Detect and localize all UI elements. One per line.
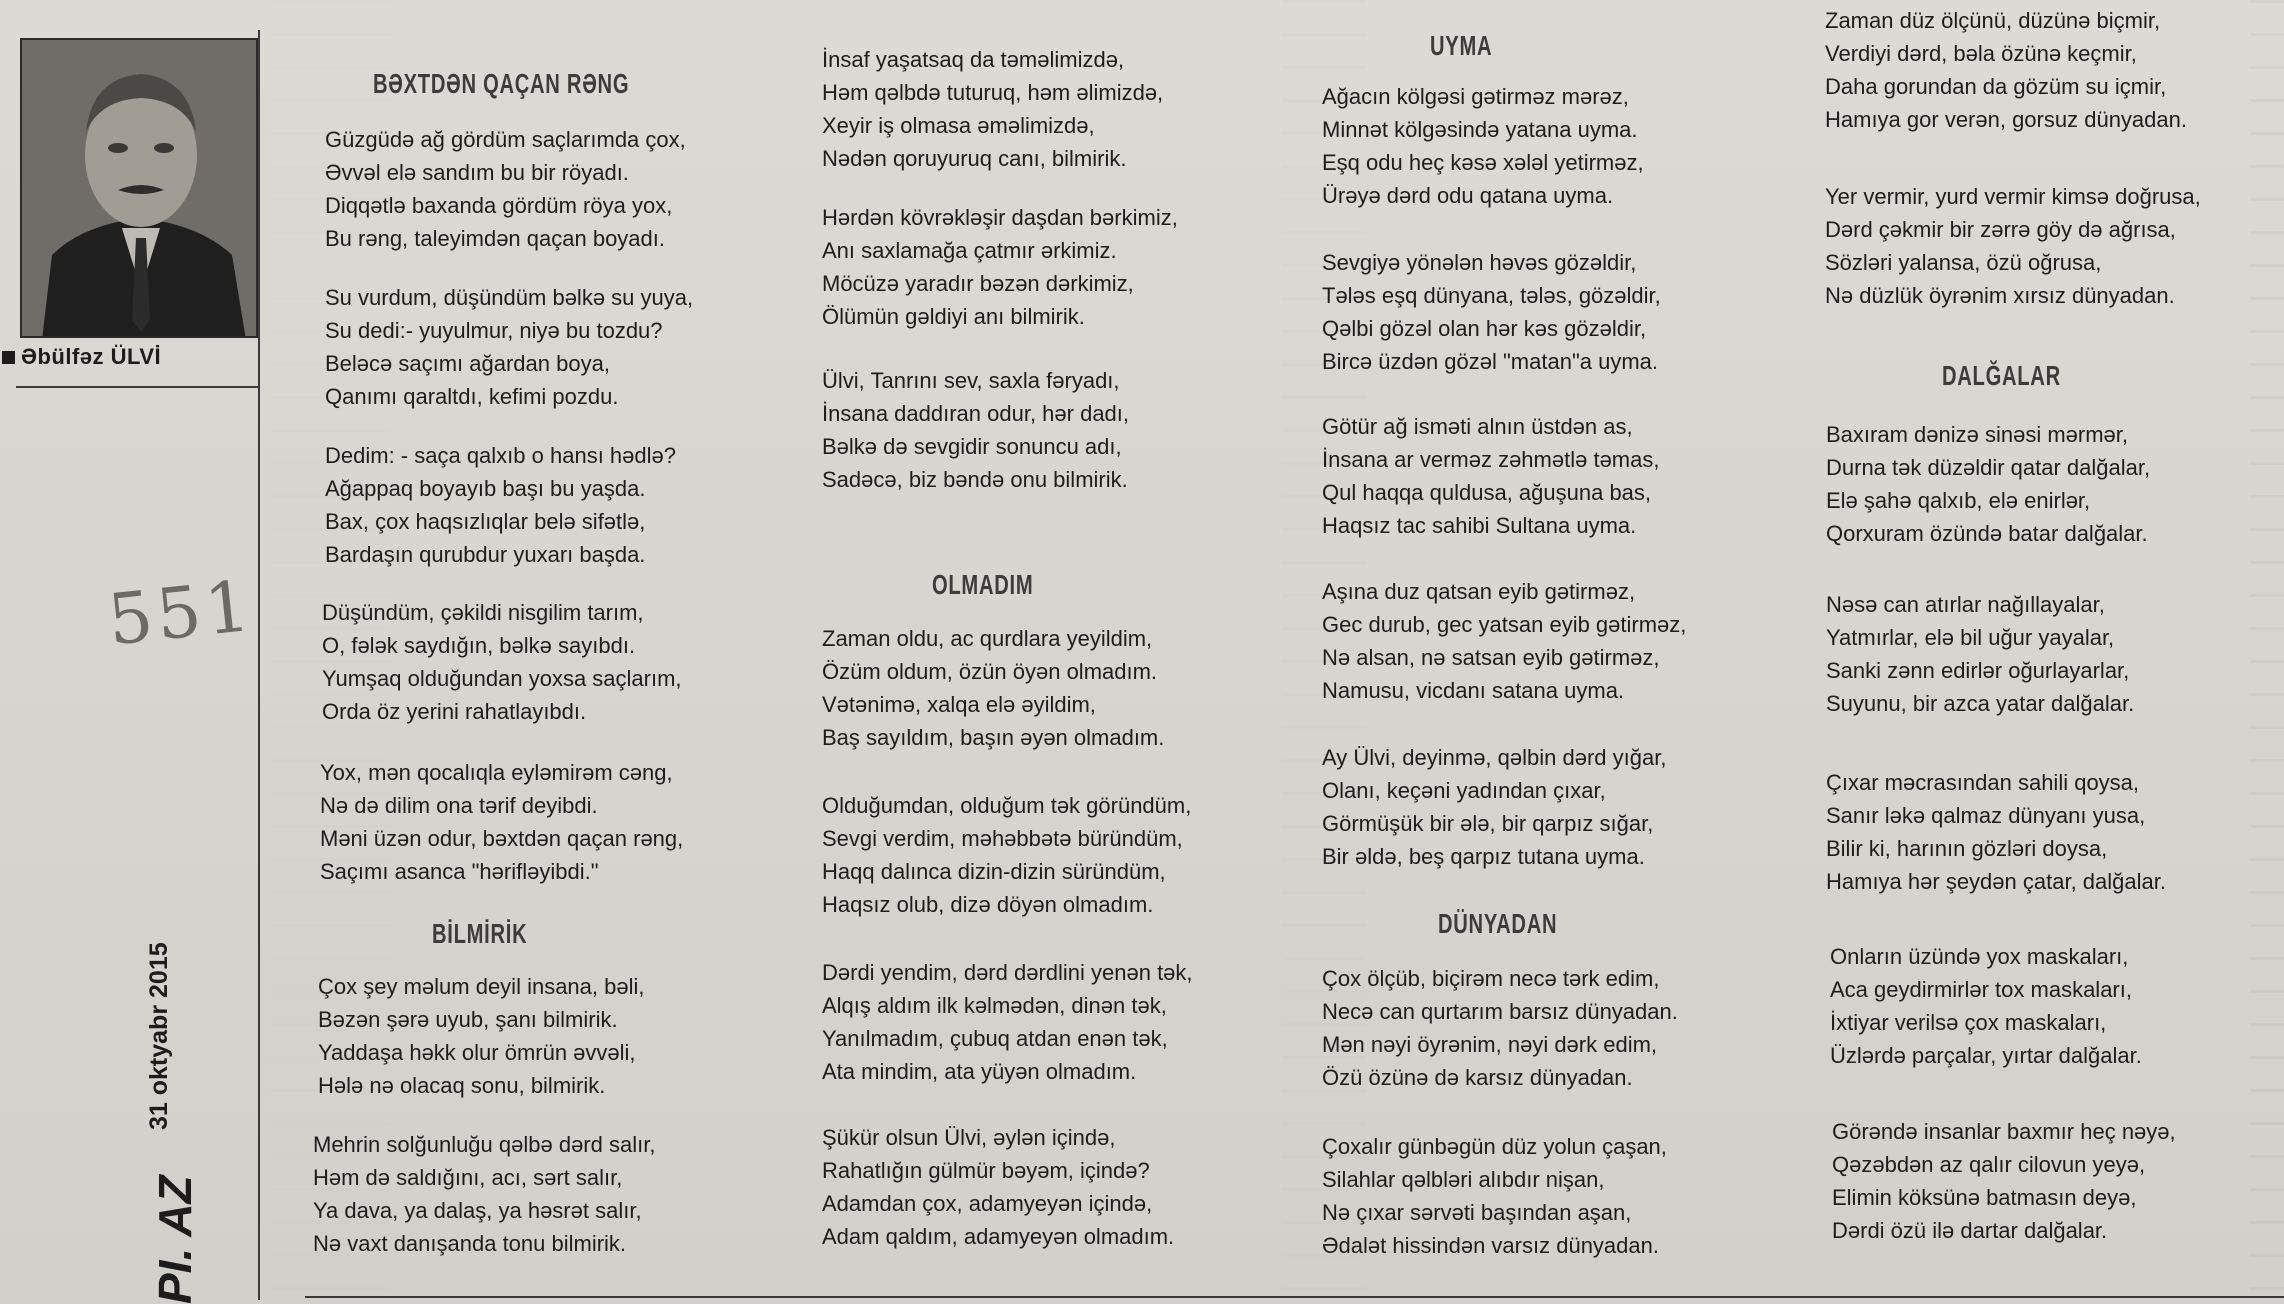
stanza bbox=[822, 1121, 1174, 1253]
poem-line: Ağappaq boyayıb başı bu yaşda. bbox=[325, 476, 646, 501]
poem-title: UYMA bbox=[1430, 30, 1493, 61]
poem-title: DALĞALAR bbox=[1942, 360, 2061, 391]
poem-line: Çoxalır günbəgün düz yolun çaşan, bbox=[1322, 1134, 1667, 1159]
poem-line: Diqqətlə baxanda gördüm röya yox, bbox=[325, 193, 673, 218]
poem-line: Minnət kölgəsində yatana uyma. bbox=[1322, 117, 1638, 142]
poem-line: Görəndə insanlar baxmır heç nəyə, bbox=[1832, 1119, 2176, 1144]
poem-line: Anı saxlamağa çatmır ərkimiz. bbox=[822, 238, 1117, 263]
poem-line: Baş sayıldım, başın əyən olmadım. bbox=[822, 725, 1165, 750]
poem-line: Yumşaq olduğundan yoxsa saçlarım, bbox=[322, 666, 682, 691]
poem-line: Sanki zənn edirlər oğurlayarlar, bbox=[1826, 658, 2130, 683]
poem-line: Şükür olsun Ülvi, əylən içində, bbox=[822, 1125, 1116, 1150]
poem-line: Ay Ülvi, deyinmə, qəlbin dərd yığar, bbox=[1322, 745, 1667, 770]
stanza bbox=[1832, 1115, 2176, 1247]
poem-line: Xeyir iş olmasa əməlimizdə, bbox=[822, 113, 1095, 138]
poem-line: Bircə üzdən gözəl "matan"a uyma. bbox=[1322, 349, 1659, 374]
poem-line: Yatmırlar, elə bil uğur yayalar, bbox=[1826, 625, 2115, 650]
stanza bbox=[1322, 80, 1644, 212]
handwritten-number: 551 bbox=[104, 564, 258, 662]
stanza bbox=[1826, 766, 2166, 898]
stanza bbox=[325, 281, 693, 413]
poem-line: Mehrin solğunluğu qəlbə dərd salır, bbox=[313, 1132, 656, 1157]
poem-line: İnsana daddıran odur, hər dadı, bbox=[822, 401, 1130, 426]
stanza bbox=[822, 789, 1191, 921]
poem-line: Adamdan çox, adamyeyən içində, bbox=[822, 1191, 1153, 1216]
poem-line: Onların üzündə yox maskaları, bbox=[1830, 944, 2129, 969]
poem-line: Elə şahə qalxıb, elə enirlər, bbox=[1826, 488, 2091, 513]
poem-line: Ağacın kölgəsi gətirməz mərəz, bbox=[1322, 84, 1629, 109]
poem-line: Bax, çox haqsızlıqlar belə sifətlə, bbox=[325, 509, 646, 534]
poem-line: Özü özünə də karsız dünyadan. bbox=[1322, 1065, 1633, 1090]
poem-line: Zaman oldu, ac qurdlara yeyildim, bbox=[822, 626, 1153, 651]
poem-line: Nə alsan, nə satsan eyib gətirməz, bbox=[1322, 645, 1660, 670]
poem-line: Görmüşük bir ələ, bir qarpız sığar, bbox=[1322, 811, 1654, 836]
poem-line: Möcüzə yaradır bəzən dərkimiz, bbox=[822, 271, 1134, 296]
poem-line: Tələs eşq dünyana, tələs, gözəldir, bbox=[1322, 283, 1661, 308]
poem-line: Vətənimə, xalqa elə əyildim, bbox=[822, 692, 1096, 717]
poem-line: Bardaşın qurubdur yuxarı başda. bbox=[325, 542, 646, 567]
stanza bbox=[313, 1128, 655, 1260]
poem-title: OLMADIM bbox=[932, 569, 1034, 600]
author-byline bbox=[0, 344, 262, 370]
stanza bbox=[822, 956, 1193, 1088]
poem-line: Üzlərdə parçalar, yırtar dalğalar. bbox=[1830, 1043, 2142, 1068]
stanza bbox=[325, 123, 686, 255]
poem-line: Sanır ləkə qalmaz dünyanı yusa, bbox=[1826, 803, 2146, 828]
poem-line: Sevgiyə yönələn həvəs gözəldir, bbox=[1322, 250, 1637, 275]
poem-line: Mən nəyi öyrənim, nəyi dərk edim, bbox=[1322, 1032, 1658, 1057]
column-divider bbox=[258, 30, 260, 1300]
poem-line: Nədən qoruyuruq canı, bilmirik. bbox=[822, 146, 1127, 171]
poem-line: Qorxuram özündə batar dalğalar. bbox=[1826, 521, 2148, 546]
stanza bbox=[1826, 418, 2150, 550]
poem-line: Bəlkə də sevgidir sonuncu adı, bbox=[822, 434, 1122, 459]
poem-title: BİLMİRİK bbox=[432, 918, 528, 949]
poem-line: Bəzən şərə uyub, şanı bilmirik. bbox=[318, 1007, 618, 1032]
poem-line: Nəsə can atırlar nağıllayalar, bbox=[1826, 592, 2105, 617]
poem-line: Olanı, keçəni yadından çıxar, bbox=[1322, 778, 1606, 803]
poem-line: Aca geydirmirlər tox maskaları, bbox=[1830, 977, 2132, 1002]
poem-line: Güzgüdə ağ gördüm saçlarımda çox, bbox=[325, 127, 686, 152]
stanza bbox=[1322, 575, 1686, 707]
poem-line: Ölümün gəldiyi anı bilmirik. bbox=[822, 304, 1085, 329]
poem-line: Yer vermir, yurd vermir kimsə doğrusa, bbox=[1825, 184, 2201, 209]
poem-line: O, fələk saydığın, bəlkə sayıbdı. bbox=[322, 633, 636, 658]
poem-line: Nə çıxar sərvəti başından aşan, bbox=[1322, 1200, 1632, 1225]
poem-line: Durna tək düzəldir qatar dalğalar, bbox=[1826, 455, 2151, 480]
portrait-image bbox=[22, 40, 258, 338]
stanza bbox=[320, 756, 683, 888]
stanza bbox=[325, 439, 676, 571]
bullet-square-icon bbox=[2, 351, 15, 364]
poem-line: Dərdi yendim, dərd dərdlini yenən tək, bbox=[822, 960, 1193, 985]
poem-line: Özüm oldum, özün öyən olmadım. bbox=[822, 659, 1158, 684]
poem-line: Namusu, vicdanı satana uyma. bbox=[1322, 678, 1625, 703]
poem-line: Ya dava, ya dalaş, ya həsrət salır, bbox=[313, 1198, 642, 1223]
poem-line: Yox, mən qocalıqla eyləmirəm cəng, bbox=[320, 760, 673, 785]
poem-line: Götür ağ isməti alnın üstdən as, bbox=[1322, 414, 1633, 439]
poem-line: Sadəcə, biz bəndə onu bilmirik. bbox=[822, 467, 1128, 492]
issue-date: 31 oktyabr 2015 bbox=[145, 942, 173, 1130]
poem-line: Bilir ki, harının gözləri doysa, bbox=[1826, 836, 2108, 861]
poem-line: Bu rəng, taleyimdən qaçan boyadı. bbox=[325, 226, 666, 251]
poem-line: Dərd çəkmir bir zərrə göy də ağrısa, bbox=[1825, 217, 2176, 242]
poem-line: Bir əldə, beş qarpız tutana uyma. bbox=[1322, 844, 1645, 869]
poem-line: Orda öz yerini rahatlayıbdı. bbox=[322, 699, 587, 724]
poem-line: Gec durub, gec yatsan eyib gətirməz, bbox=[1322, 612, 1687, 637]
poem-line: Qəzəbdən az qalır cilovun yeyə, bbox=[1832, 1152, 2146, 1177]
poem-line: Hamıya gor verən, gorsuz dünyadan. bbox=[1825, 107, 2187, 132]
poem-line: Haqsız tac sahibi Sultana uyma. bbox=[1322, 513, 1637, 538]
poem-line: Haqq dalınca dizin-dizin süründüm, bbox=[822, 859, 1166, 884]
poem-title: BƏXTDƏN QAÇAN RƏNG bbox=[373, 68, 630, 99]
poem-line: Sevgi verdim, məhəbbətə büründüm, bbox=[822, 826, 1183, 851]
poem-line: Qul haqqa quldusa, ağuşuna bas, bbox=[1322, 480, 1652, 505]
stanza bbox=[822, 201, 1178, 333]
poem-line: Qəlbi gözəl olan hər kəs gözəldir, bbox=[1322, 316, 1647, 341]
poem-line: Ədalət hissindən varsız dünyadan. bbox=[1322, 1233, 1659, 1258]
poem-line: İnsana ar verməz zəhmətlə təmas, bbox=[1322, 447, 1660, 472]
poem-line: Alqış aldım ilk kəlmədən, dinən tək, bbox=[822, 993, 1167, 1018]
bottom-rule bbox=[305, 1296, 2284, 1298]
poem-line: Çox şey məlum deyil insana, bəli, bbox=[318, 974, 645, 999]
poem-line: Baxıram dənizə sinəsi mərmər, bbox=[1826, 422, 2128, 447]
poem-line: Hələ nə olacaq sonu, bilmirik. bbox=[318, 1073, 606, 1098]
stanza bbox=[822, 364, 1129, 496]
poem-line: Həm qəlbdə tuturuq, həm əlimizdə, bbox=[822, 80, 1164, 105]
poem-line: Su vurdum, düşündüm bəlkə su yuya, bbox=[325, 285, 694, 310]
stanza bbox=[1322, 410, 1659, 542]
stanza bbox=[1322, 246, 1661, 378]
poem-line: Çox ölçüb, biçirəm necə tərk edim, bbox=[1322, 966, 1660, 991]
poem-line: Həm də saldığını, acı, sərt salır, bbox=[313, 1165, 623, 1190]
poem-line: Ürəyə dərd odu qatana uyma. bbox=[1322, 183, 1614, 208]
poem-line: Nə vaxt danışanda tonu bilmirik. bbox=[313, 1231, 627, 1256]
author-name: Əbülfəz ÜLVİ bbox=[21, 344, 162, 369]
poem-line: Eşq odu heç kəsə xələl yetirməz, bbox=[1322, 150, 1644, 175]
poem-line: Yanılmadım, çubuq atdan enən tək, bbox=[822, 1026, 1168, 1051]
stanza bbox=[1830, 940, 2142, 1072]
stanza bbox=[1825, 4, 2187, 136]
poem-line: Zaman düz ölçünü, düzünə biçmir, bbox=[1825, 8, 2161, 33]
poem-line: Adam qaldım, adamyeyən olmadım. bbox=[822, 1224, 1175, 1249]
poem-line: Əvvəl elə sandım bu bir röyadı. bbox=[325, 160, 629, 185]
poem-line: Nə düzlük öyrənim xırsız dünyadan. bbox=[1825, 283, 2175, 308]
poem-line: İnsaf yaşatsaq da təməlimizdə, bbox=[822, 47, 1125, 72]
poem-line: Daha gorundan da gözüm su içmir, bbox=[1825, 74, 2167, 99]
poem-line: Rahatlığın gülmür bəyəm, içində? bbox=[822, 1158, 1150, 1183]
poem-line: Saçımı asanca "hərifləyibdi." bbox=[320, 859, 599, 884]
poem-line: İxtiyar verilsə çox maskaları, bbox=[1830, 1010, 2107, 1035]
stanza bbox=[1322, 962, 1678, 1094]
publication-brand: PI. AZ bbox=[149, 1175, 201, 1304]
poem-line: Haqsız olub, dizə döyən olmadım. bbox=[822, 892, 1154, 917]
poem-line: Elimin köksünə batmasın deyə, bbox=[1832, 1185, 2137, 1210]
poem-line: Silahlar qəlbləri alıbdır nişan, bbox=[1322, 1167, 1605, 1192]
stanza bbox=[1826, 588, 2134, 720]
poem-line: Suyunu, bir azca yatar dalğalar. bbox=[1826, 691, 2135, 716]
stanza bbox=[318, 970, 644, 1102]
author-underline bbox=[16, 386, 258, 388]
poem-line: Hərdən kövrəkləşir daşdan bərkimiz, bbox=[822, 205, 1178, 230]
stanza bbox=[822, 622, 1164, 754]
poem-line: Çıxar məcrasından sahili qoysa, bbox=[1826, 770, 2140, 795]
poem-line: Yaddaşa həkk olur ömrün əvvəli, bbox=[318, 1040, 636, 1065]
poem-title: DÜNYADAN bbox=[1438, 908, 1558, 939]
poem-line: Olduğumdan, olduğum tək göründüm, bbox=[822, 793, 1192, 818]
poem-line: Dərdi özü ilə dartar dalğalar. bbox=[1832, 1218, 2108, 1243]
poem-line: Necə can qurtarım barsız dünyadan. bbox=[1322, 999, 1678, 1024]
poem-line: Su dedi:- yuyulmur, niyə bu tozdu? bbox=[325, 318, 663, 343]
poem-line: Verdiyi dərd, bəla özünə keçmir, bbox=[1825, 41, 2137, 66]
poem-line: Ülvi, Tanrını sev, saxla fəryadı, bbox=[822, 368, 1120, 393]
faded-column-right bbox=[2250, 0, 2284, 1290]
poem-line: Nə də dilim ona tərif deyibdi. bbox=[320, 793, 598, 818]
poem-line: Düşündüm, çəkildi nisgilim tarım, bbox=[322, 600, 644, 625]
poem-line: Qanımı qaraltdı, kefimi pozdu. bbox=[325, 384, 619, 409]
poem-line: Dedim: - saça qalxıb o hansı hədlə? bbox=[325, 443, 676, 468]
author-photo bbox=[20, 38, 258, 338]
stanza bbox=[1322, 741, 1666, 873]
poem-line: Aşına duz qatsan eyib gətirməz, bbox=[1322, 579, 1636, 604]
poem-line: Sözləri yalansa, özü oğrusa, bbox=[1825, 250, 2102, 275]
stanza bbox=[322, 596, 682, 728]
stanza bbox=[822, 43, 1163, 175]
poem-line: Məni üzən odur, bəxtdən qaçan rəng, bbox=[320, 826, 684, 851]
poem-line: Hamıya hər şeydən çatar, dalğalar. bbox=[1826, 869, 2166, 894]
poem-line: Ata mindim, ata yüyən olmadım. bbox=[822, 1059, 1137, 1084]
poem-line: Beləcə saçımı ağardan boya, bbox=[325, 351, 610, 376]
stanza bbox=[1825, 180, 2201, 312]
stanza bbox=[1322, 1130, 1667, 1262]
